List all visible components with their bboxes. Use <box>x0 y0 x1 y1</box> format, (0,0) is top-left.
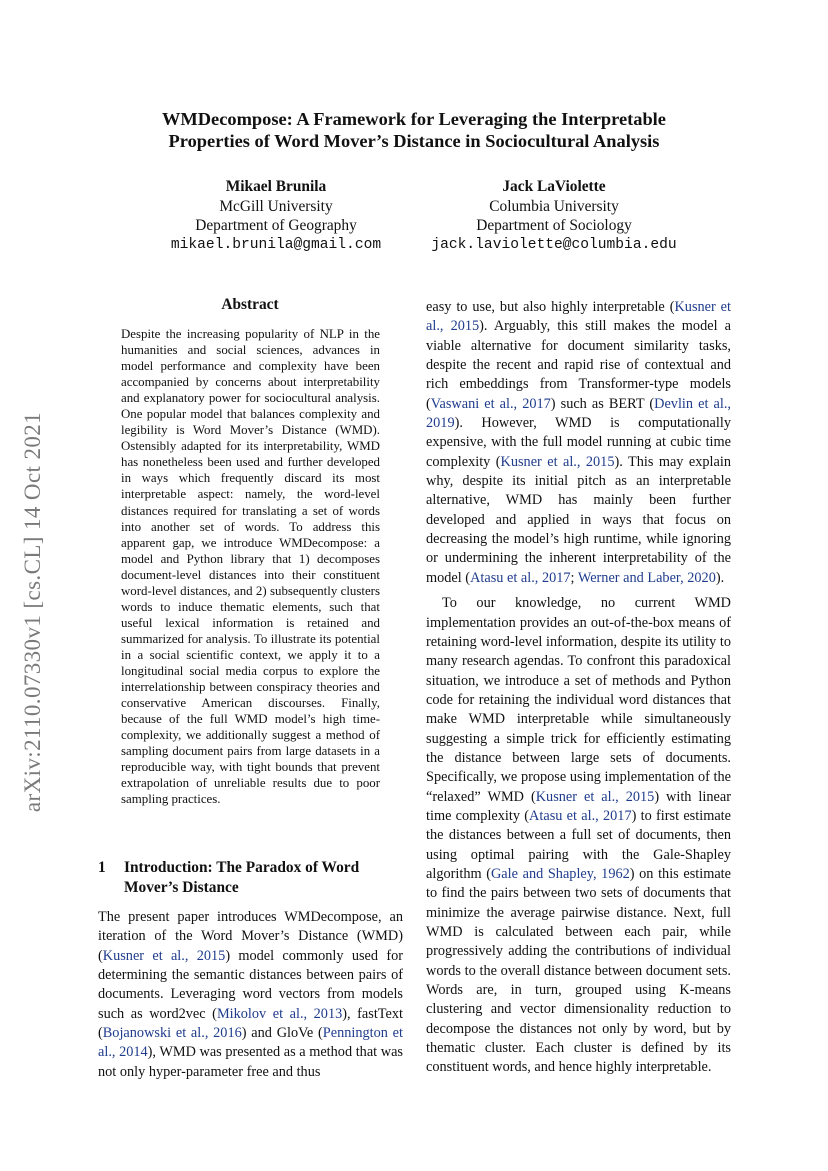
text-run: ). However, WMD is computationally expensive, with the full model running at cubic time complexity ( <box>426 415 731 470</box>
title-line-1: WMDecompose: A Framework for Leveraging the Interpretable <box>162 109 666 129</box>
citation-link[interactable]: Kusner et al., 2015 <box>102 947 226 964</box>
text-run: ). <box>715 569 725 586</box>
author-affiliation: McGill University <box>219 197 333 215</box>
text-run: , an iteration of the Word Mover’s Distance (WMD) ( <box>98 909 403 964</box>
text-run: ), fastText ( <box>98 1005 403 1042</box>
citation-link[interactable]: Gale and Shapley, 1962 <box>490 865 630 882</box>
citation-link[interactable]: Kusner et al., 2015 <box>535 788 655 805</box>
section-title: Introduction: The Paradox of Word Mover’s Distance <box>124 859 360 896</box>
text-run: ) model commonly used for determining the semantic distances between pairs of documents. Leveraging word vectors from models such as word2vec ( <box>98 947 403 1022</box>
author-name: Mikael Brunila <box>225 178 327 195</box>
citation-link[interactable]: Atasu et al., 2017 <box>470 569 571 586</box>
text-run: ) and GloVe ( <box>241 1025 323 1042</box>
text-run: ) on this estimate to find the pairs between two sets of documents that minimize the average pairwise distance. Next, full WMD is calculated between each pair, while progressively adding the contributions of individual words to the overall distance between document sets. Words are, in turn, grouped using K-means clustering and vector dimensionality reduction to decompose the distances not only by word, but by thematic cluster. Each cluster is defined by its constituent words, and hence highly interpretable. <box>426 865 731 1076</box>
text-run: To our knowledge, no current WMD implementation provides an out-of-the-box means of retaining word-level information, despite its utility to many research agendas. To confront this paradoxical situation, we introduce a set of methods and Python code for retaining the individual word distances that make WMD interpretable while simultaneously suggesting a simple trick for efficiently estimating the distance between large sets of documents. Specifically, we propose using implementation of the “relaxed” WMD ( <box>426 595 731 805</box>
author-email[interactable]: mikael.brunila@gmail.com <box>170 237 382 254</box>
text-run: ) to first estimate the distances between a full set of documents, then using optimal pairing with the Gale-Shapley algorithm ( <box>426 807 731 882</box>
citation-link[interactable]: Kusner et al., 2015 <box>500 453 615 470</box>
paper-title <box>100 108 728 152</box>
citation-link[interactable]: Atasu et al., 2017 <box>529 807 632 824</box>
tool-name: WMDecompose <box>284 909 378 925</box>
abstract-body: Despite the increasing popularity of NLP in the humanities and social sciences, advances in model performance and complexity have been accompanied by concerns about interpretability and explanatory power for sociocultural analysis. One popular model that balances complexity and legibility is Word Mover’s Distance (WMD). Ostensibly adapted for its interpretability, WMD has nonetheless been used and further developed in ways which frequently discard its most interpretable aspect: namely, the word-level distances required for translating a set of words into another set of words. To address this apparent gap, we introduce WMDecompose: a model and Python library that 1) decomposes document-level distances into their constituent word-level distances, and 2) subsequently clusters words to induce thematic elements, such that useful lexical information is retained and summarized for analysis. To illustrate its potential in a social scientific context, we apply it to a longitudinal social media corpus to explore the interrelationship between conspiracy theories and conservative American discourses. Finally, because of the full WMD model’s high time-complexity, we additionally suggest a method of sampling document pairs from large datasets in a reproducible way, with tight bounds that prevent extrapolation of unreliable results due to poor sampling practices. <box>121 327 380 807</box>
author-block-1 <box>152 177 400 256</box>
paragraph <box>426 594 731 1078</box>
author-affiliation: Columbia University <box>489 197 619 215</box>
text-run: ) such as BERT ( <box>550 395 655 412</box>
citation-link[interactable]: Bojanowski et al., 2016 <box>102 1025 242 1042</box>
paragraph-continued <box>426 298 731 588</box>
text-run: ) with linear time complexity ( <box>426 788 731 824</box>
citation-link[interactable]: Vaswani et al., 2017 <box>430 395 551 412</box>
right-column <box>426 298 731 1078</box>
author-department: Department of Sociology <box>476 217 632 235</box>
text-run: ), WMD was presented as a method that was not only hyper-parameter free and thus <box>98 1044 403 1080</box>
section-number: 1 <box>98 859 106 876</box>
arxiv-identifier-text[interactable]: arXiv:2110.07330v1 [cs.CL] 14 Oct 2021 <box>20 411 45 813</box>
citation-link[interactable]: Devlin et al., 2019 <box>426 395 731 432</box>
abstract-heading: Abstract <box>221 296 279 313</box>
text-run: ). This may explain why, despite its initial pitch as an interpretable alternative, WMD has mainly been further developed and applied in ways that focus on decreasing the model’s high runtime, while ignoring or undermining the inherent interpretability of the model ( <box>426 453 731 586</box>
citation-link[interactable]: Werner and Laber, 2020 <box>577 569 716 586</box>
citation-link[interactable]: Pennington et al., 2014 <box>98 1025 403 1061</box>
author-email[interactable]: jack.laviolette@columbia.edu <box>431 237 677 254</box>
text-run: easy to use, but also highly interpretable ( <box>426 299 675 315</box>
author-department: Department of Geography <box>195 217 357 235</box>
text-run: ). Arguably, this still makes the model a viable alternative for document similarity tasks, despite the recent and rapid rise of contextual and rich embeddings from Transformer-type models ( <box>426 318 731 412</box>
author-block-2 <box>408 177 700 256</box>
text-run: The present paper introduces <box>98 909 285 925</box>
title-line-2: Properties of Word Mover’s Distance in Sociocultural Analysis <box>168 131 660 151</box>
author-name: Jack LaViolette <box>502 178 606 195</box>
text-run: ; <box>570 569 578 586</box>
citation-link[interactable]: Mikolov et al., 2013 <box>216 1005 343 1022</box>
intro-paragraph-left <box>98 908 403 1082</box>
citation-link[interactable]: Kusner et al., 2015 <box>426 299 732 335</box>
